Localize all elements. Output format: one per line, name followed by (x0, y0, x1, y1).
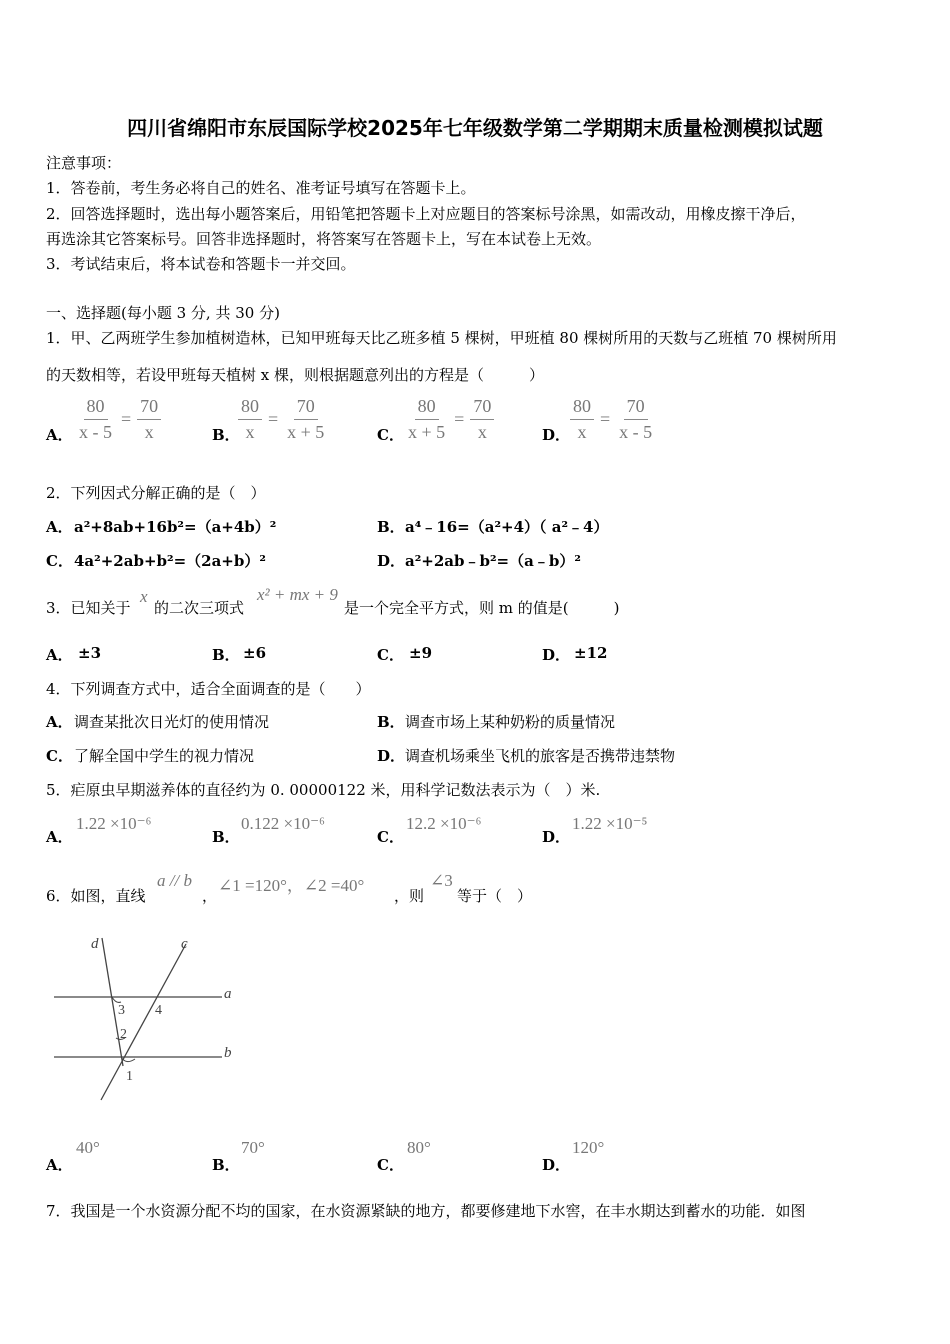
q1-b-denominator-2: x + 5 (287, 422, 325, 442)
notice-heading: 注意事项： (46, 154, 122, 172)
line-c (101, 944, 186, 1100)
q1-d-numerator-1: 80 (570, 396, 594, 420)
label-3: 3 (118, 1003, 125, 1018)
q5-option-b: 0.122 ×10⁻⁶ (241, 814, 325, 833)
q1-b-numerator-1: 80 (238, 396, 262, 420)
label-d: d (91, 936, 99, 952)
q1-c-equals: = (454, 409, 465, 429)
q5-option-b-label: B． (212, 828, 240, 846)
q1-d-equals: = (600, 409, 611, 429)
q4-option-b-label: B． (377, 713, 405, 731)
q5-option-d-label: D． (542, 828, 571, 846)
notice-item-3: 3．考试结束后，将本试卷和答题卡一并交回。 (46, 255, 356, 273)
label-a: a (224, 986, 232, 1002)
q1-b-equals: = (268, 409, 279, 429)
q6-angle3: ∠3 (430, 871, 453, 890)
q7-stem-line1: 7．我国是一个水资源分配不均的国家，在水资源紧缺的地方，都要修建地下水窖，在丰水期达到蓄水的功能．如图 (46, 1202, 806, 1220)
q1-c-numerator-1: 80 (415, 396, 439, 420)
label-2: 2 (120, 1027, 127, 1042)
q2-option-b: a⁴﹣16=（a²+4）（ a²﹣4） (405, 518, 609, 536)
q1-c-denominator-2: x (477, 422, 487, 442)
q1-a-numerator-2: 70 (137, 396, 161, 420)
q5-option-a-label: A． (46, 828, 73, 846)
q4-option-d: 调查机场乘坐飞机的旅客是否携带违禁物 (405, 747, 676, 765)
q1-d-denominator-1: x (577, 422, 587, 442)
q1-option-d-equation (570, 396, 655, 443)
q3-option-b: ±6 (243, 644, 267, 662)
q4-option-b: 调查市场上某种奶粉的质量情况 (405, 713, 616, 731)
q6-option-c-label: C． (377, 1156, 404, 1174)
q6-option-a: 40° (76, 1138, 100, 1157)
q6-stem-part2: ，则 (394, 887, 425, 905)
label-1: 1 (126, 1069, 133, 1084)
q4-option-c-label: C． (46, 747, 73, 765)
q6-option-b-label: B． (212, 1156, 240, 1174)
label-c: c (181, 936, 188, 952)
q3-option-d-label: D． (542, 646, 571, 664)
q4-option-c: 了解全国中学生的视力情况 (74, 747, 255, 765)
q1-a-denominator-1: x - 5 (79, 422, 112, 442)
angle-1-arc (121, 1057, 135, 1062)
q3-expression: x² + mx + 9 (257, 585, 338, 604)
q3-option-d: ±12 (574, 644, 608, 662)
q1-stem-line1: 1．甲、乙两班学生参加植树造林，已知甲班每天比乙班多植 5 棵树，甲班植 80 棵树所用的天数与乙班植 70 棵树所用 (46, 329, 837, 347)
q6-option-b: 70° (241, 1138, 265, 1157)
q1-b-denominator-1: x (245, 422, 255, 442)
q5-option-c: 12.2 ×10⁻⁶ (406, 814, 482, 833)
q2-option-c-label: C． (46, 552, 73, 570)
q1-option-b-equation (238, 396, 327, 443)
q3-option-c-label: C． (377, 646, 404, 664)
q6-comma: ， (202, 887, 218, 905)
q1-d-denominator-2: x - 5 (619, 422, 653, 442)
q3-option-a-label: A． (46, 646, 73, 664)
q3-stem-part3: 是一个完全平方式，则 m 的值是( ) (344, 599, 620, 617)
q2-option-d-label: D． (377, 552, 406, 570)
q1-a-equals: = (121, 409, 132, 429)
q1-option-d-label: D． (542, 426, 571, 444)
q2-option-d: a²+2ab﹣b²=（a﹣b）² (405, 552, 581, 570)
q2-option-a: a²+8ab+16b²=（a+4b）² (74, 518, 277, 536)
q6-angle-condition: ∠1 =120°，∠2 =40° (218, 876, 365, 895)
q3-variable: x (140, 587, 148, 606)
q6-option-d-label: D． (542, 1156, 571, 1174)
q5-stem: 5．疟原虫早期滋养体的直径约为 0. 00000122 米，用科学记数法表示为（ ）米. (46, 781, 601, 799)
q6-stem-part1: 6．如图，直线 (46, 887, 146, 905)
notice-item-2-cont: 再选涂其它答案标号。回答非选择题时，将答案写在答题卡上，写在本试卷上无效。 (46, 230, 602, 248)
q1-option-a-label: A． (46, 426, 73, 444)
label-4: 4 (155, 1003, 162, 1018)
q6-parallel-lines-figure (46, 928, 246, 1108)
q6-parallel-condition: a // b (157, 871, 192, 890)
q5-option-c-label: C． (377, 828, 404, 846)
q3-option-c: ±9 (409, 644, 433, 662)
q2-option-a-label: A． (46, 518, 73, 536)
notice-item-1: 1．答卷前，考生务必将自己的姓名、准考证号填写在答题卡上。 (46, 179, 476, 197)
q1-a-numerator-1: 80 (84, 396, 108, 420)
q1-c-denominator-1: x + 5 (408, 422, 446, 442)
q1-b-numerator-2: 70 (294, 396, 318, 420)
q6-option-c: 80° (407, 1138, 431, 1157)
q1-option-c-label: C． (377, 426, 404, 444)
q1-stem-line2: 的天数相等，若设甲班每天植树 x 棵，则根据题意列出的方程是（ ） (46, 366, 544, 384)
notice-item-2: 2．回答选择题时，选出每小题答案后，用铅笔把答题卡上对应题目的答案标号涂黑，如需改动，用橡皮擦干净后， (46, 205, 806, 223)
q3-stem-part1: 3．已知关于 (46, 599, 131, 617)
page-title: 四川省绵阳市东辰国际学校2025年七年级数学第二学期期末质量检测模拟试题 (127, 116, 823, 140)
q1-option-c-equation (405, 396, 494, 443)
q5-option-a: 1.22 ×10⁻⁶ (76, 814, 152, 833)
angle-3-arc (112, 997, 121, 1002)
q5-option-d: 1.22 ×10⁻⁵ (572, 814, 648, 833)
q3-option-a: ±3 (78, 644, 102, 662)
q2-stem: 2．下列因式分解正确的是（ ） (46, 484, 266, 502)
q6-option-a-label: A． (46, 1156, 73, 1174)
q3-option-b-label: B． (212, 646, 240, 664)
q2-option-b-label: B． (377, 518, 405, 536)
q1-d-numerator-2: 70 (624, 396, 648, 420)
label-b: b (224, 1045, 232, 1061)
q1-option-b-label: B． (212, 426, 240, 444)
q4-stem: 4．下列调查方式中，适合全面调查的是（ ） (46, 680, 371, 698)
q3-stem-part2: 的二次三项式 (154, 599, 245, 617)
q2-option-c: 4a²+2ab+b²=（2a+b）² (74, 552, 266, 570)
q1-c-numerator-2: 70 (470, 396, 494, 420)
q4-option-a: 调查某批次日光灯的使用情况 (74, 713, 270, 731)
section-heading: 一、选择题(每小题 3 分, 共 30 分) (46, 304, 280, 322)
q6-option-d: 120° (572, 1138, 605, 1157)
q1-a-denominator-2: x (144, 422, 154, 442)
q1-option-a-equation (76, 396, 161, 443)
q4-option-a-label: A． (46, 713, 73, 731)
q4-option-d-label: D． (377, 747, 406, 765)
q6-stem-part3: 等于（ ） (457, 887, 533, 905)
